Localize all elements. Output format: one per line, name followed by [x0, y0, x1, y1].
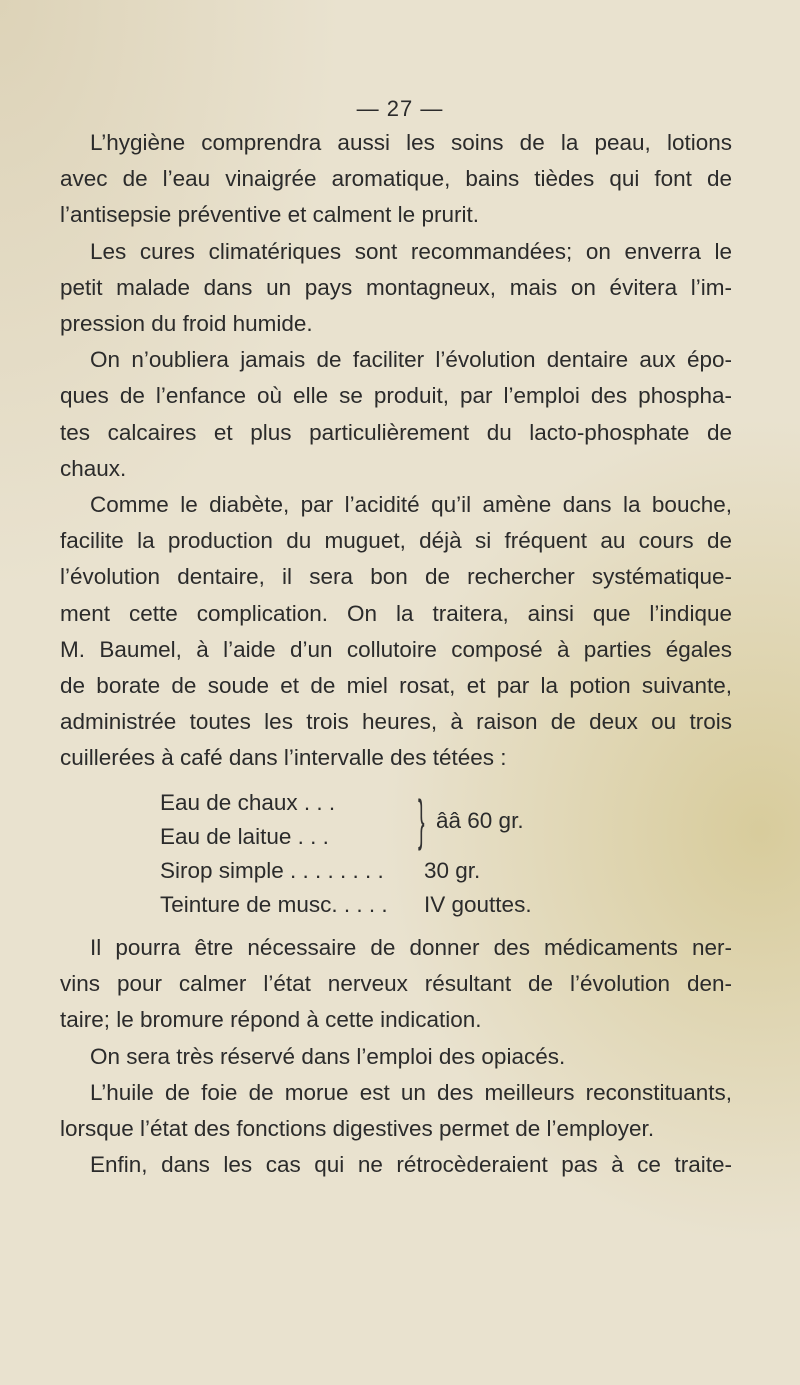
text-line: vins pour calmer l’état nerveux résultant de l’évolution den-: [60, 971, 732, 997]
recipe-row: [160, 854, 640, 888]
text-line: Comme le diabète, par l’acidité qu’il amène dans la bouche,: [90, 492, 732, 518]
text-block-lower: [60, 930, 732, 1183]
recipe-row: [160, 820, 640, 854]
text-line: taire; le bromure répond à cette indication.: [60, 1007, 482, 1033]
prescription-recipe: [160, 786, 640, 922]
text-line: lorsque l’état des fonctions digestives permet de l’employer.: [60, 1116, 655, 1142]
text-line: l’antisepsie préventive et calment le prurit.: [60, 202, 479, 228]
text-line: cuillerées à café dans l’intervalle des tétées :: [60, 745, 507, 771]
text-line: pression du froid humide.: [60, 311, 313, 337]
recipe-quantity: 30 gr.: [424, 858, 481, 883]
text-line: administrée toutes les trois heures, à raison de deux ou trois: [60, 709, 732, 735]
text-line: ques de l’enfance où elle se produit, par l’emploi des phospha-: [60, 383, 732, 409]
text-line: Les cures climatériques sont recommandées; on enverra le: [90, 238, 732, 264]
recipe-ingredient: Eau de laitue . . .: [160, 824, 329, 849]
text-line: On sera très réservé dans l’emploi des opiacés.: [90, 1043, 566, 1069]
text-line: Enfin, dans les cas qui ne rétrocèderaient pas à ce traite-: [90, 1152, 732, 1178]
text-line: avec de l’eau vinaigrée aromatique, bains tièdes qui font de: [60, 166, 732, 192]
recipe-ingredient: Teinture de musc. . . . .: [160, 892, 388, 917]
recipe-ingredient: Eau de chaux . . .: [160, 790, 336, 815]
recipe-shared-quantity: ââ 60 gr.: [436, 808, 524, 833]
text-line: ment cette complication. On la traitera, ainsi que l’indique: [60, 600, 732, 626]
text-line: On n’oubliera jamais de faciliter l’évolution dentaire aux épo-: [90, 347, 732, 373]
text-line: L’huile de foie de morue est un des meilleurs reconstituants,: [90, 1079, 732, 1105]
page-number: — 27 —: [356, 96, 444, 121]
text-block-upper: [60, 125, 732, 777]
recipe-row: [160, 888, 640, 922]
text-line: tes calcaires et plus particulièrement du lacto-phosphate de: [60, 419, 732, 445]
text-line: Il pourra être nécessaire de donner des médicaments ner-: [90, 935, 732, 960]
recipe-row: [160, 786, 640, 820]
text-line: facilite la production du muguet, déjà si fréquent au cours de: [60, 528, 732, 554]
text-line: L’hygiène comprendra aussi les soins de la peau, lotions: [90, 130, 732, 155]
text-line: de borate de soude et de miel rosat, et par la potion suivante,: [60, 673, 732, 699]
text-line: M. Baumel, à l’aide d’un collutoire composé à parties égales: [60, 636, 732, 662]
text-line: chaux.: [60, 455, 127, 481]
recipe-ingredient: Sirop simple . . . . . . . .: [160, 858, 384, 883]
text-line: l’évolution dentaire, il sera bon de rechercher systématique-: [60, 564, 732, 590]
recipe-quantity: IV gouttes.: [424, 892, 532, 917]
curly-brace-icon: }: [418, 788, 425, 851]
text-line: petit malade dans un pays montagneux, mais on évitera l’im-: [60, 274, 732, 300]
